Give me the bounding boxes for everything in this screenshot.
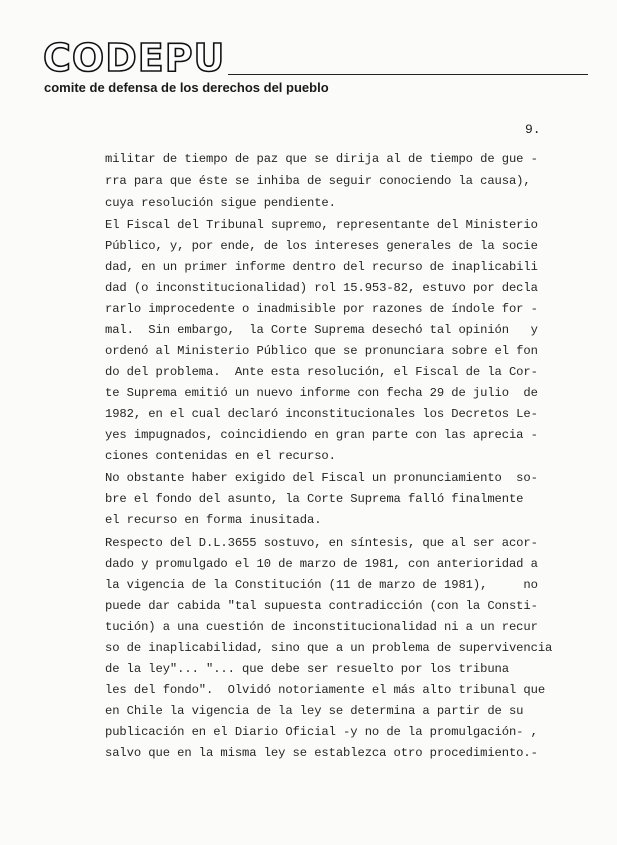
text-line: mal. Sin embargo, la Corte Suprema desechó tal opinión y — [105, 323, 538, 337]
text-line: No obstante haber exigido del Fiscal un pronunciamiento so- — [105, 471, 538, 485]
text-line: en Chile la vigencia de la ley se determina a partir de su — [105, 704, 524, 718]
text-line: so de inaplicabilidad, sino que a un problema de supervivencia — [105, 641, 553, 655]
text-line: la vigencia de la Constitución (11 de marzo de 1981), no — [105, 578, 538, 592]
organization-tagline: comite de defensa de los derechos del pueblo — [44, 80, 329, 95]
page-number: 9. — [525, 122, 541, 137]
text-line: cuya resolución sigue pendiente. — [105, 196, 336, 210]
codepu-logo: CODEPU — [43, 36, 226, 80]
text-line: salvo que en la misma ley se establezca otro procedimiento.- — [105, 746, 538, 760]
text-line: ordenó al Ministerio Público que se pronunciara sobre el fon — [105, 344, 538, 358]
text-line: ciones contenidas en el recurso. — [105, 449, 336, 463]
text-line: yes impugnados, coincidiendo en gran parte con las aprecia - — [105, 428, 538, 442]
text-line: te Suprema emitió un nuevo informe con fecha 29 de julio de — [105, 386, 538, 400]
text-line: militar de tiempo de paz que se dirija al de tiempo de gue - — [105, 152, 538, 166]
text-line: dad, en un primer informe dentro del recurso de inaplicabili — [105, 260, 538, 274]
text-line: bre el fondo del asunto, la Corte Suprema falló finalmente — [105, 492, 524, 506]
header-rule — [228, 74, 588, 75]
text-line: 1982, en el cual declaró inconstitucionales los Decretos Le- — [105, 407, 538, 421]
text-line: tución) a una cuestión de inconstitucionalidad ni a un recur — [105, 620, 538, 634]
text-line: rarlo improcedente o inadmisible por razones de índole for - — [105, 302, 538, 316]
text-line: les del fondo". Olvidó notoriamente el más alto tribunal que — [105, 683, 546, 697]
text-line: rra para que éste se inhiba de seguir conociendo la causa), — [105, 174, 531, 188]
text-line: puede dar cabida "tal supuesta contradicción (con la Consti- — [105, 599, 538, 613]
text-line: de la ley"... "... que debe ser resuelto por los tribuna — [105, 662, 509, 676]
text-line: el recurso en forma inusitada. — [105, 513, 322, 527]
text-line: dad (o inconstitucionalidad) rol 15.953-82, estuvo por decla — [105, 281, 538, 295]
text-line: Respecto del D.L.3655 sostuvo, en síntesis, que al ser acor- — [105, 536, 538, 550]
text-line: do del problema. Ante esta resolución, el Fiscal de la Cor- — [105, 365, 538, 379]
text-line: publicación en el Diario Oficial -y no de la promulgación- , — [105, 725, 538, 739]
text-line: Público, y, por ende, de los intereses generales de la socie — [105, 239, 538, 253]
text-line: dado y promulgado el 10 de marzo de 1981, con anterioridad a — [105, 557, 538, 571]
text-line: El Fiscal del Tribunal supremo, representante del Ministerio — [105, 218, 538, 232]
